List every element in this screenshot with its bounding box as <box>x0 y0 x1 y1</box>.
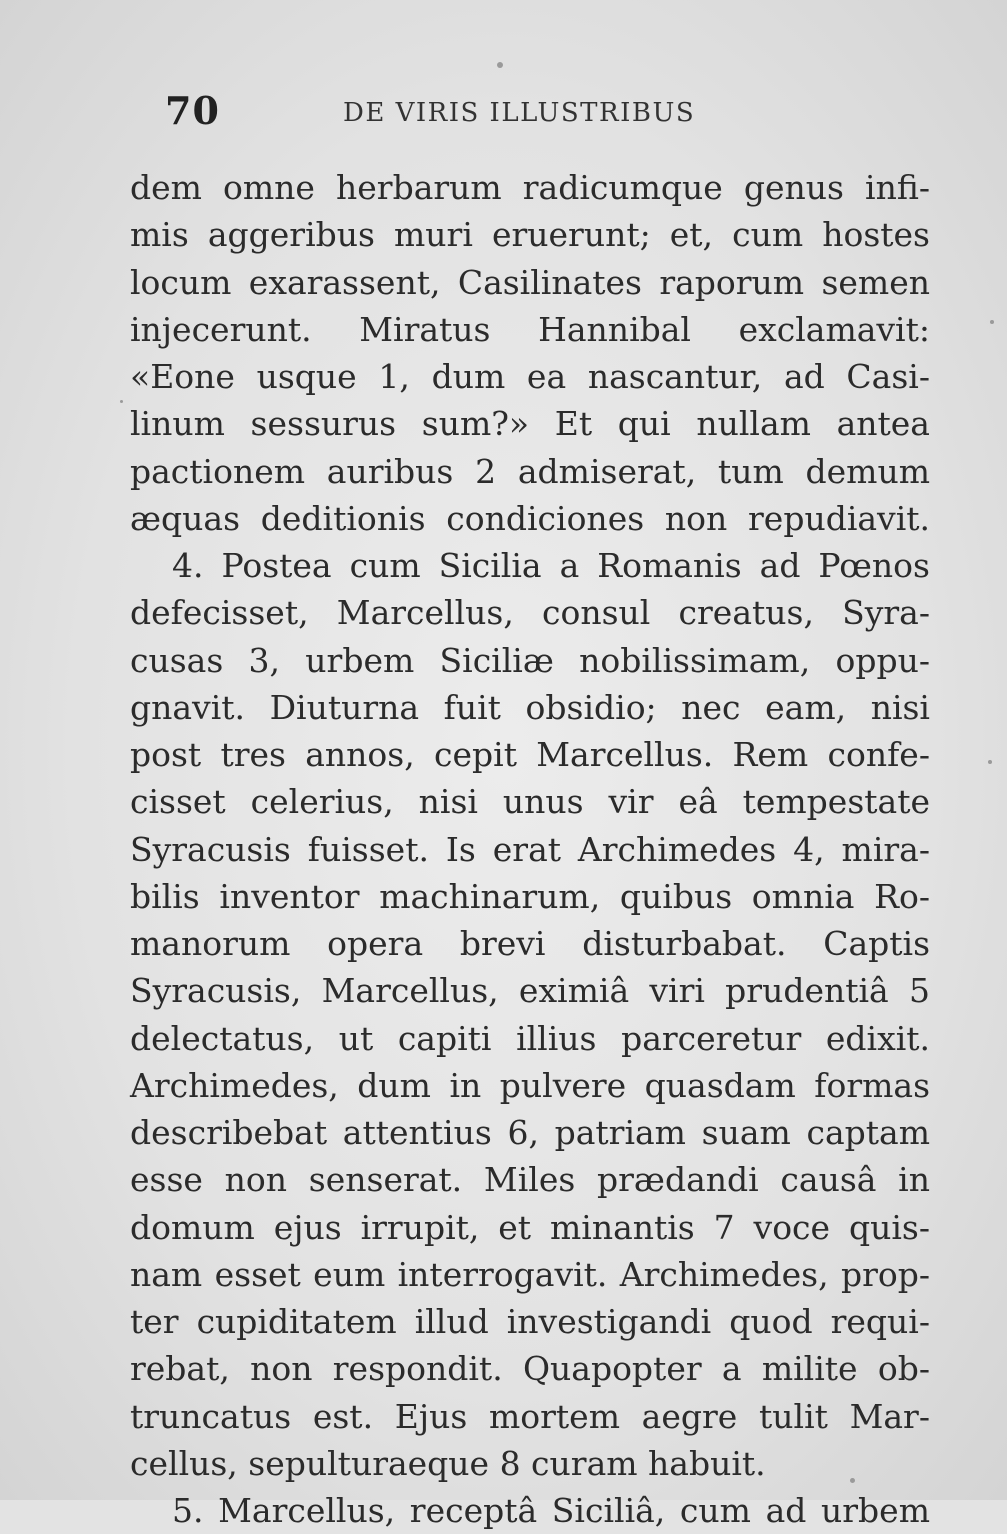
text-line: «Eone usque 1, dum ea nascantur, ad Casi- <box>130 357 930 396</box>
text-line: gnavit. Diuturna fuit obsidio; nec eam, nisi <box>130 687 930 727</box>
running-head <box>165 88 745 133</box>
text-line: nam esset eum interrogavit. Archimedes, prop- <box>130 1254 930 1294</box>
paragraph-end-line: cellus, sepulturaeque 8 curam habuit. <box>130 1443 766 1483</box>
text-line: pactionem auribus 2 admiserat, tum demum <box>130 451 930 491</box>
text-line: cusas 3, urbem Siciliæ nobilissimam, oppu- <box>130 640 930 680</box>
body-text <box>130 164 930 1534</box>
text-line: bilis inventor machinarum, quibus omnia Ro- <box>130 876 930 916</box>
text-line: ter cupiditatem illud investigandi quod requi- <box>130 1302 930 1341</box>
paper-speck <box>497 62 503 68</box>
text-line: describebat attentius 6, patriam suam captam <box>130 1113 930 1152</box>
text-line: truncatus est. Ejus mortem aegre tulit Mar- <box>130 1396 930 1436</box>
text-line: dem omne herbarum radicumque genus infi- <box>130 168 930 207</box>
text-line: Archimedes, dum in pulvere quasdam formas <box>130 1065 930 1105</box>
paper-speck <box>120 400 123 403</box>
text-line: cisset celerius, nisi unus vir eâ tempestate <box>130 782 930 822</box>
paragraph-start-line: 4. Postea cum Sicilia a Romanis ad Pœnos <box>172 546 930 585</box>
text-line: Syracusis, Marcellus, eximiâ viri prudentiâ 5 <box>130 971 930 1011</box>
text-line: locum exarassent, Casilinates raporum semen <box>130 262 930 302</box>
text-line: Syracusis fuisset. Is erat Archimedes 4, mira- <box>130 829 930 869</box>
text-line: esse non senserat. Miles prædandi causâ in <box>130 1160 930 1200</box>
text-line: post tres annos, cepit Marcellus. Rem confe- <box>130 735 930 774</box>
text-line: mis aggeribus muri eruerunt; et, cum hostes <box>130 215 930 255</box>
text-line: defecisset, Marcellus, consul creatus, Syra- <box>130 593 930 633</box>
text-line: linum sessurus sum?» Et qui nullam antea <box>130 404 930 444</box>
text-line: domum ejus irrupit, et minantis 7 voce quis- <box>130 1207 930 1247</box>
text-line: injecerunt. Miratus Hannibal exclamavit: <box>130 309 930 349</box>
book-title: DE VIRIS ILLUSTRIBUS <box>343 98 696 128</box>
paper-speck <box>850 1478 855 1483</box>
paragraph-start-line: 5. Marcellus, receptâ Siciliâ, cum ad urbem <box>172 1491 930 1530</box>
text-line: manorum opera brevi disturbabat. Captis <box>130 924 930 963</box>
text-line: æquas deditionis condiciones non repudiavit. <box>130 498 930 538</box>
text-line: rebat, non respondit. Quapopter a milite ob- <box>130 1349 930 1389</box>
page-number: 70 <box>165 88 220 133</box>
paper-speck <box>988 760 992 764</box>
paper-speck <box>990 320 994 324</box>
text-line: delectatus, ut capiti illius parceretur edixit. <box>130 1018 930 1058</box>
